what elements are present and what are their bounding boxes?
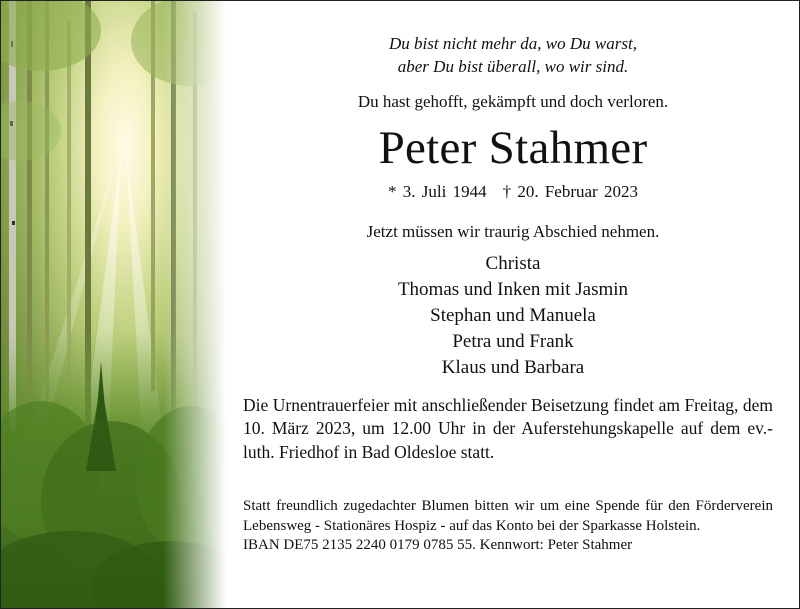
life-dates <box>239 181 787 203</box>
mourners-list <box>239 251 787 381</box>
notice-text-column <box>239 1 787 608</box>
donation-text: Statt freundlich zugedachter Blumen bitten wir um eine Spende für den Förderverein Lebensweg - Stationäres Hospiz - auf das Konto bei der Sparkasse Holstein. <box>243 498 773 534</box>
motto-quote <box>239 32 787 78</box>
death-date: † 20. Februar 2023 <box>502 182 638 201</box>
mourner-name: Klaus und Barbara <box>441 357 585 378</box>
forest-sunlight-image <box>1 1 226 608</box>
hoped-line: Du hast gehofft, gekämpft und doch verloren. <box>357 92 669 111</box>
deceased-name: Peter Stahmer <box>378 122 648 174</box>
mourner-name: Thomas und Inken mit Jasmin <box>397 279 629 300</box>
donation-bank-details: IBAN DE75 2135 2240 0179 0785 55. Kennwort: Peter Stahmer <box>243 537 633 554</box>
farewell-line: Jetzt müssen wir traurig Abschied nehmen. <box>366 222 660 241</box>
donation-request <box>243 497 773 556</box>
mourner-name: Stephan und Manuela <box>430 305 596 326</box>
motto-line: Du bist nicht mehr da, wo Du warst, <box>389 34 637 53</box>
motto-line: aber Du bist überall, wo wir sind. <box>397 57 629 76</box>
funeral-service-details: Die Urnentrauerfeier mit anschließender Beisetzung findet am Freitag, dem 10. März 2023, um 12.00 Uhr in der Auferstehungskapelle auf dem ev.-luth. Friedhof in Bad Oldesloe statt. <box>243 395 773 462</box>
birth-date: * 3. Juli 1944 <box>388 182 487 201</box>
mourner-name: Petra und Frank <box>452 331 574 352</box>
mourner-name: Christa <box>485 253 541 274</box>
